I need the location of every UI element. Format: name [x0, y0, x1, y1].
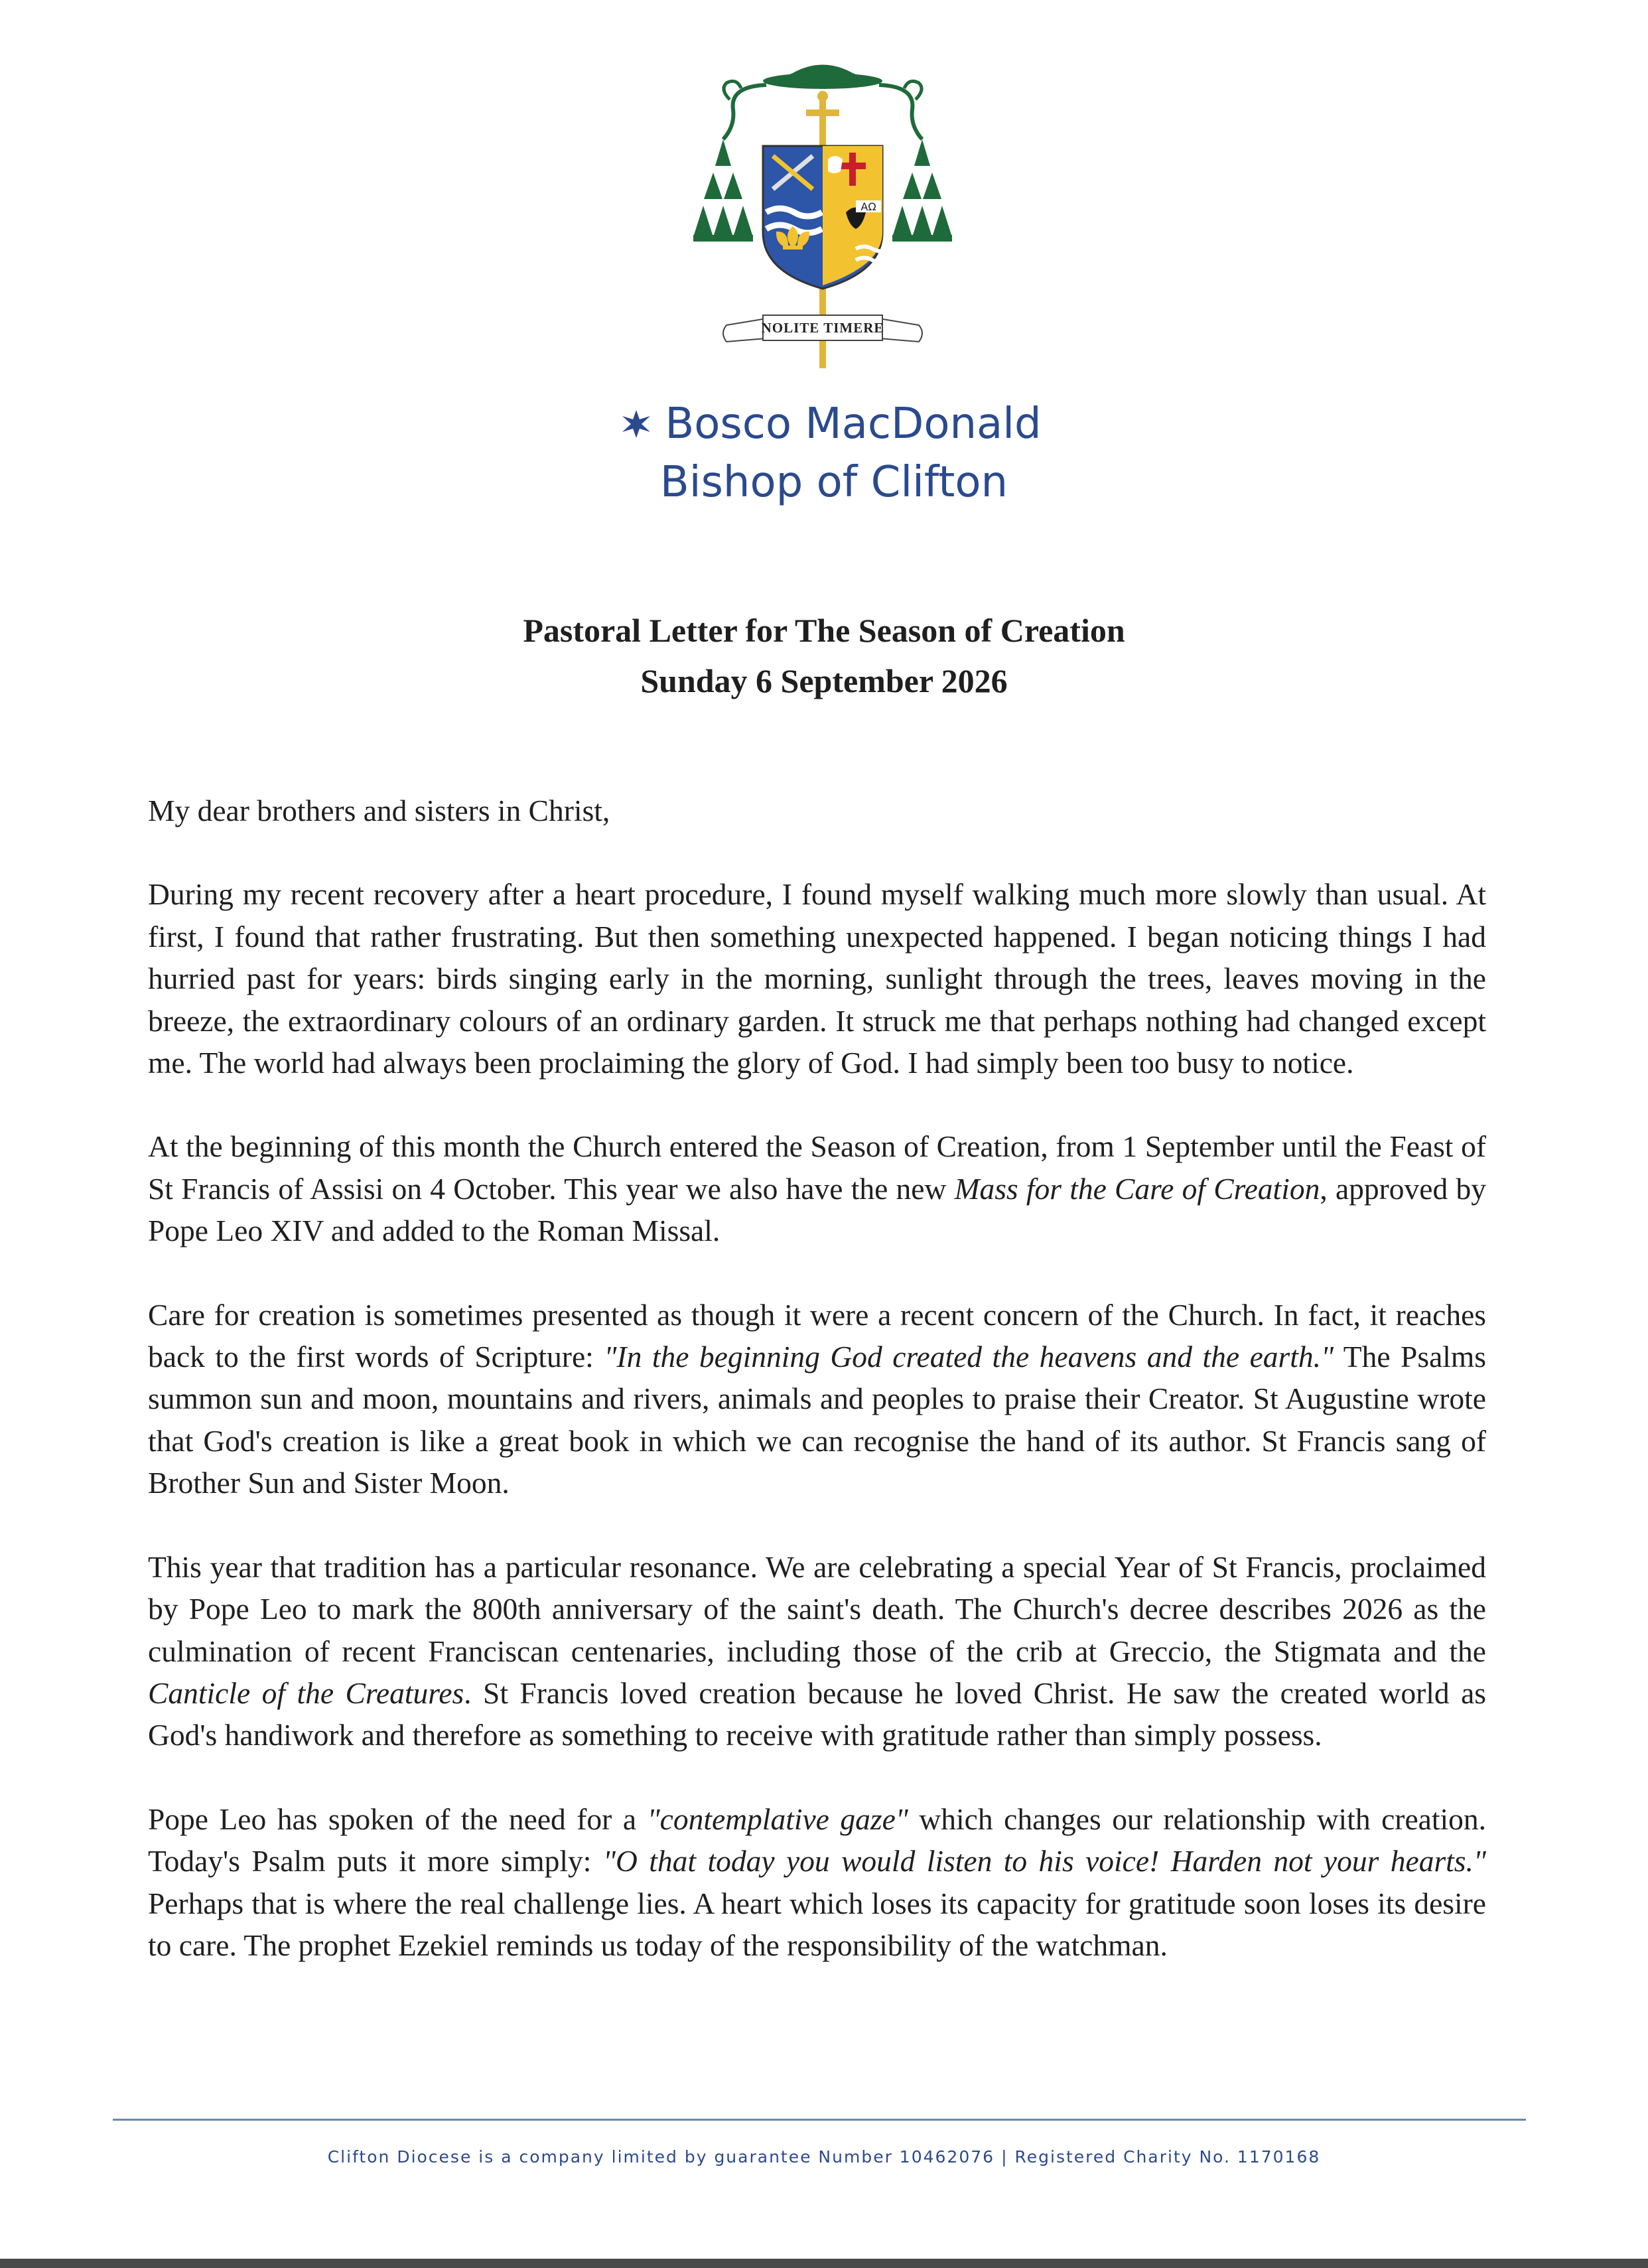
paragraph-4-text-a: This year that tradition has a particular resonance. We are celebrating a special Year of St Francis, proclaimed by Pope Leo to mark the 800th anniversary of the saint's death. The Church's decree describes 2026 as the culmination of recent Franciscan centenaries, including those of the crib at Greccio, the Stigmata and the	[148, 1549, 1486, 1668]
letter-body	[148, 790, 1486, 2008]
paragraph-5	[148, 1798, 1486, 1967]
footer-separator: |	[1001, 2147, 1008, 2166]
paragraph-3	[148, 1294, 1486, 1504]
author-title: Bishop of Clifton	[659, 458, 1008, 507]
footer-charity: Registered Charity No. 1170168	[1014, 2147, 1321, 2166]
paragraph-2-italic: Mass for the Care of Creation	[954, 1171, 1320, 1206]
paragraph-5-text-b: which changes our relationship with creation. Today's Psalm puts it more simply:	[148, 1802, 1486, 1878]
footer	[0, 2147, 1648, 2166]
author-name-line	[13, 395, 1648, 453]
paragraph-5-italic-1: "contemplative gaze"	[647, 1802, 908, 1836]
salutation: My dear brothers and sisters in Christ,	[148, 794, 610, 827]
alpha-omega-label: AΩ	[860, 200, 876, 213]
paragraph-2	[148, 1125, 1486, 1251]
paragraph-4-text-b: . St Francis loved creation because he loved Christ. He saw the created world as God's handiwork and therefore as something to receive with gratitude rather than simply possess.	[148, 1675, 1486, 1752]
letter-date: Sunday 6 September 2026	[640, 662, 1008, 699]
paragraph-5-text-c: Perhaps that is where the real challenge lies. A heart which loses its capacity for gratitude soon loses its desire to care. The prophet Ezekiel reminds us today of the responsibility of the watchman.	[148, 1886, 1486, 1962]
coat-of-arms-graphic	[657, 46, 989, 378]
footer-company: Clifton Diocese is a company limited by guarantee Number 10462076	[327, 2147, 995, 2166]
paragraph-5-text-a: Pope Leo has spoken of the need for a	[148, 1802, 648, 1836]
author-name: Bosco MacDonald	[665, 399, 1042, 449]
footer-divider	[113, 2119, 1526, 2121]
paragraph-3-text-a: Care for creation is sometimes presented as though it were a recent concern of the Church. In fact, it reaches back to the first words of Scripture:	[148, 1297, 1486, 1374]
paragraph-2-text-b: , approved by Pope Leo XIV and added to the Roman Missal.	[148, 1171, 1486, 1248]
paragraph-1: During my recent recovery after a heart procedure, I found myself walking much more slowly than usual. At first, I found that rather frustrating. But then something unexpected happened. I began noticing things I had hurried past for years: birds singing early in the morning, sunlight through the trees, leaves moving in the breeze, the extraordinary colours of an ordinary garden. It struck me that perhaps nothing had changed except me. The world had always been proclaiming the glory of God. I had simply been too busy to notice.	[148, 877, 1486, 1080]
cross-icon	[620, 407, 653, 441]
author-block	[0, 395, 1648, 512]
paragraph-4-italic: Canticle of the Creatures	[148, 1675, 464, 1710]
paragraph-3-text-b: The Psalms summon sun and moon, mountains and rivers, animals and peoples to praise their Creator. St Augustine wrote that God's creation is like a great book in which we can recognise the hand of its author. St Francis sang of Brother Sun and Sister Moon.	[148, 1340, 1486, 1500]
paragraph-4	[148, 1546, 1486, 1756]
letter-title: Pastoral Letter for The Season of Creation	[523, 612, 1125, 649]
page-bottom-edge	[0, 2259, 1648, 2268]
motto-label: NOLITE TIMERE	[761, 320, 884, 336]
coat-of-arms	[657, 46, 989, 378]
letter-heading	[0, 605, 1648, 706]
paragraph-2-text-a: At the beginning of this month the Church entered the Season of Creation, from 1 September until the Feast of St Francis of Assisi on 4 October. This year we also have the new	[148, 1129, 1486, 1206]
paragraph-3-italic: "In the beginning God created the heavens and the earth."	[604, 1340, 1334, 1374]
paragraph-5-italic-2: "O that today you would listen to his voice! Harden not your hearts."	[602, 1844, 1486, 1878]
